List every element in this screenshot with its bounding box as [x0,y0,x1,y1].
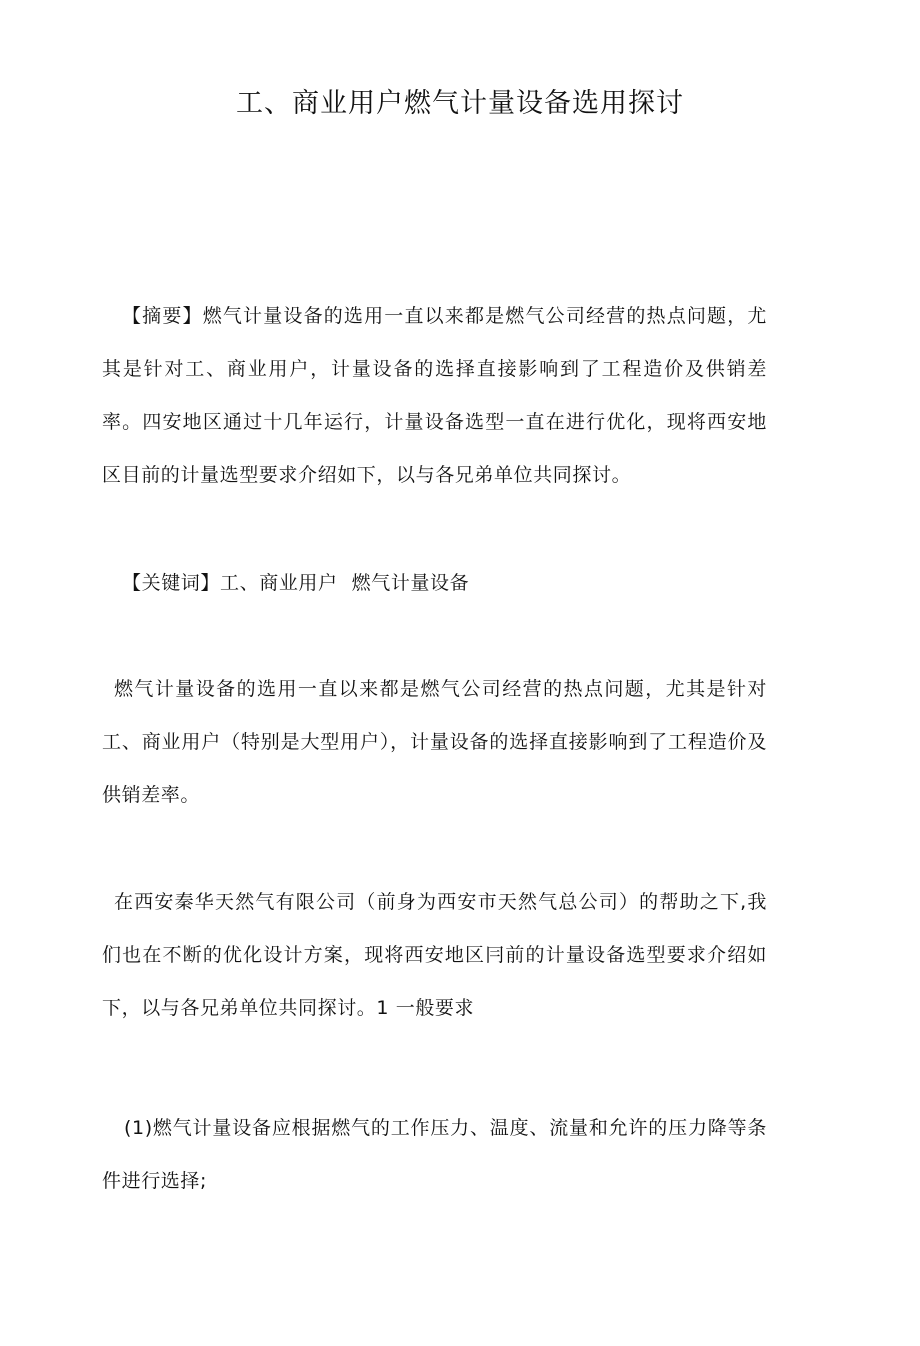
keywords-paragraph [102,557,767,610]
keyword-item: 工、商业用户 [220,572,338,594]
keywords-label: 【关键词】 [122,572,221,594]
abstract-paragraph [102,290,767,502]
requirement-item-1: (1)燃气计量设备应根据燃气的工作压力、温度、流量和允许的压力降等条件进行选择; [102,1117,767,1192]
body-paragraph-1: 燃气计量设备的选用一直以来都是燃气公司经营的热点问题，尤其是针对工、商业用户（特别是大型用户），计量设备的选择直接影响到了工程造价及供销差率。 [102,678,767,806]
abstract-text: 燃气计量设备的选用一直以来都是燃气公司经营的热点问题，尤其是针对工、商业用户，计量设备的选择直接影响到了工程造价及供销差率。四安地区通过十几年运行，计量设备选型一直在进行优化，现将西安地区目前的计量选型要求介绍如下，以与各兄弟单位共同探讨。 [102,305,767,486]
keyword-item: 燃气计量设备 [351,572,470,594]
document-title: 工、商业用户燃气计量设备选用探讨 [236,88,684,119]
body-paragraph-2: 在西安秦华天然气有限公司（前身为西安市天然气总公司）的帮助之下,我们也在不断的优化设计方案，现将西安地区冃前的计量设备选型要求介绍如下，以与各兄弟单位共同探讨。1 一般要求 [102,891,767,1019]
abstract-label: 【摘要】 [122,305,203,327]
